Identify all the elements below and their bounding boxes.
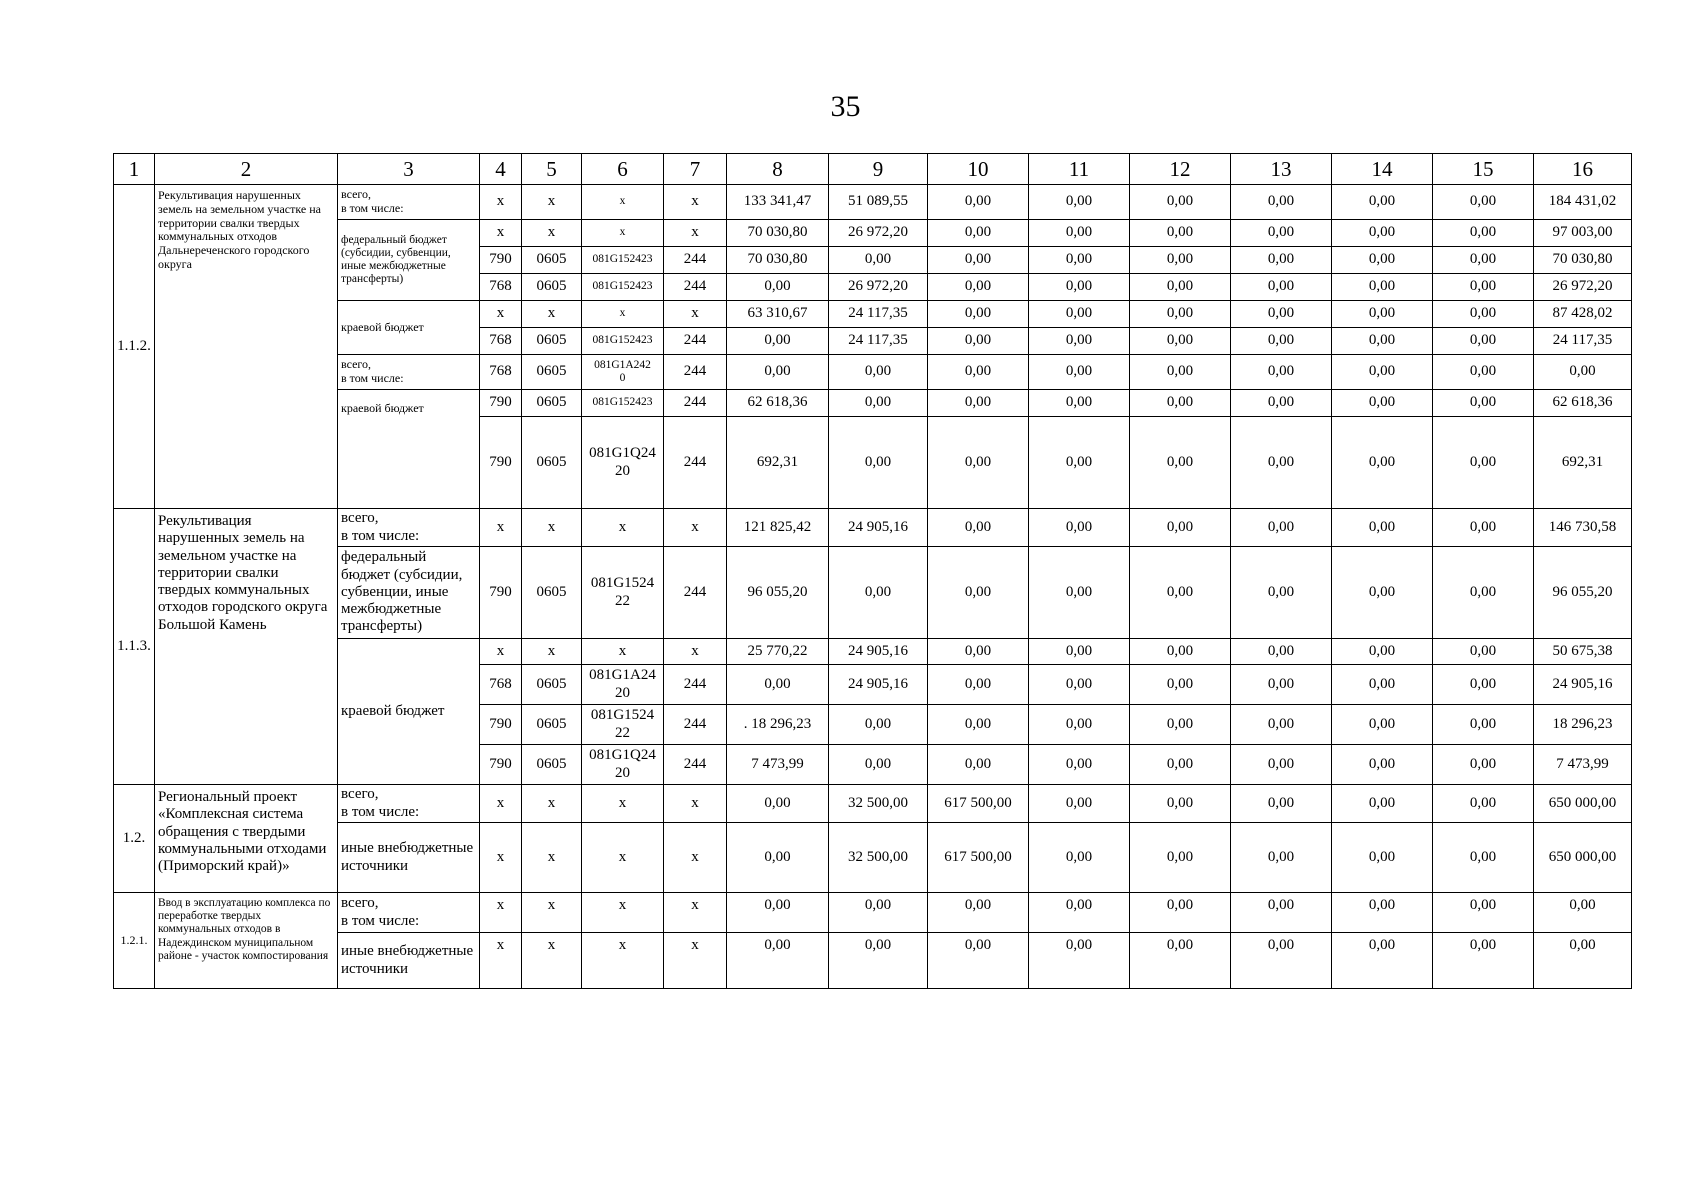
col-header: 4 [480,154,522,185]
col-header: 5 [522,154,582,185]
table-cell: x [522,893,582,933]
table-cell: 0,00 [1029,639,1130,665]
table-cell: 244 [664,745,727,785]
table-cell: 0,00 [829,390,928,417]
table-cell: 0,00 [928,355,1029,390]
col-header: 16 [1534,154,1632,185]
table-cell: 0,00 [1231,823,1332,893]
table-cell: 0,00 [1433,933,1534,989]
table-cell: 0,00 [1130,933,1231,989]
table-cell: 0,00 [1029,933,1130,989]
table-cell: 0,00 [1534,893,1632,933]
table-cell: 0,00 [1130,220,1231,247]
table-cell: 790 [480,547,522,639]
table-cell: 0,00 [1332,274,1433,301]
table-cell: 0,00 [1433,355,1534,390]
table-row [114,785,1632,823]
table-cell: 70 030,80 [727,247,829,274]
table-cell: x [582,185,664,220]
funding-source: краевой бюджет [338,301,480,355]
table-cell: 32 500,00 [829,823,928,893]
table-cell: x [582,933,664,989]
section-number: 1.1.3. [114,509,155,785]
table-cell: x [480,893,522,933]
funding-source: иные внебюджетные источники [338,933,480,989]
table-cell: 0,00 [829,417,928,509]
table-cell: 768 [480,328,522,355]
header-row [114,154,1632,185]
table-cell: 0,00 [1332,220,1433,247]
table-cell: 0,00 [1231,301,1332,328]
table-cell: x [480,509,522,547]
table-cell: 244 [664,665,727,705]
table-cell: 24 905,16 [829,665,928,705]
table-cell: 0,00 [1231,220,1332,247]
table-cell: 0,00 [1332,893,1433,933]
table-cell: 0,00 [1130,785,1231,823]
table-cell: 26 972,20 [829,274,928,301]
section-number: 1.2. [114,785,155,893]
table-cell: 0,00 [1433,301,1534,328]
table-cell: 0,00 [1029,355,1130,390]
table-cell: 081G152423 [582,247,664,274]
table-cell: 0,00 [1130,417,1231,509]
col-header: 9 [829,154,928,185]
table-cell: 081G1Q24 20 [582,417,664,509]
table-cell: 0,00 [1130,185,1231,220]
table-cell: 0,00 [1029,893,1130,933]
table-cell: 0,00 [727,355,829,390]
table-row [114,390,1632,417]
table-cell: x [582,893,664,933]
table-cell: 26 972,20 [829,220,928,247]
table-cell: 0,00 [1130,274,1231,301]
table-cell: 0,00 [1231,185,1332,220]
table-cell: 0,00 [1231,785,1332,823]
table-cell: 081G1524 22 [582,705,664,745]
table-cell: 97 003,00 [1534,220,1632,247]
table-cell: 0,00 [1130,823,1231,893]
table-cell: 692,31 [727,417,829,509]
col-header: 8 [727,154,829,185]
table-cell: 51 089,55 [829,185,928,220]
table-cell: 0,00 [1433,639,1534,665]
table-cell: 0,00 [1433,705,1534,745]
table-cell: 0,00 [1433,509,1534,547]
table-cell: 768 [480,274,522,301]
table-cell: 133 341,47 [727,185,829,220]
table-cell: 0,00 [1029,390,1130,417]
table-cell: 0,00 [1130,745,1231,785]
table-cell: 0,00 [829,355,928,390]
table-cell: 081G152423 [582,328,664,355]
table-cell: 62 618,36 [1534,390,1632,417]
table-cell: 18 296,23 [1534,705,1632,745]
table-cell: 0,00 [1231,893,1332,933]
funding-source: федеральный бюджет (субсидии, субвенции, иные межбюджетные трансферты) [338,220,480,301]
table-cell: 0,00 [727,785,829,823]
table-cell: x [480,220,522,247]
table-cell: 0,00 [928,639,1029,665]
table-cell: x [582,301,664,328]
table-cell: 244 [664,417,727,509]
table-cell: 0,00 [1332,185,1433,220]
table-cell: 0,00 [928,328,1029,355]
table-cell: 650 000,00 [1534,823,1632,893]
table-cell: 0,00 [1231,665,1332,705]
table-cell: x [522,509,582,547]
table-cell: 0,00 [1029,823,1130,893]
table-cell: 081G1Q24 20 [582,745,664,785]
table-row [114,639,1632,665]
funding-source: всего, в том числе: [338,893,480,933]
table-cell: x [664,639,727,665]
table-cell: 0,00 [1332,417,1433,509]
table-cell: 0,00 [727,328,829,355]
col-header: 6 [582,154,664,185]
table-cell: 790 [480,745,522,785]
table-row [114,355,1632,390]
funding-source: федеральный бюджет (субсидии, субвенции, иные межбюджетные трансферты) [338,547,480,639]
table-cell: 0,00 [1332,665,1433,705]
table-cell: x [664,893,727,933]
table-cell: 0605 [522,390,582,417]
table-cell: 650 000,00 [1534,785,1632,823]
table-cell: 0,00 [1130,639,1231,665]
table-row [114,547,1632,639]
section-name: Ввод в эксплуатацию комплекса по переработке твердых коммунальных отходов в Надеждинском муниципальном районе - участок компостирования [155,893,338,989]
table-cell: 0,00 [1332,785,1433,823]
table-cell: 0,00 [1433,328,1534,355]
table-cell: 790 [480,417,522,509]
table-cell: 0,00 [1332,390,1433,417]
funding-source: краевой бюджет [338,390,480,509]
table-cell: 0,00 [1433,417,1534,509]
table-row [114,893,1632,933]
table-cell: 0,00 [928,220,1029,247]
table-cell: . 18 296,23 [727,705,829,745]
table-cell: 0,00 [1332,509,1433,547]
table-cell: 244 [664,355,727,390]
table-row [114,823,1632,893]
table-cell: 0,00 [928,745,1029,785]
table-cell: x [582,639,664,665]
table-cell: 0,00 [1029,328,1130,355]
table-cell: 0605 [522,745,582,785]
table-cell: 0,00 [829,745,928,785]
table-cell: 7 473,99 [727,745,829,785]
table-cell: 790 [480,705,522,745]
table-cell: 081G1A242 0 [582,355,664,390]
table-cell: 0,00 [1130,355,1231,390]
table-cell: 0,00 [1433,247,1534,274]
table-cell: 24 117,35 [829,301,928,328]
table-cell: 0,00 [1231,745,1332,785]
table-cell: 0605 [522,417,582,509]
table-cell: 7 473,99 [1534,745,1632,785]
table-cell: 32 500,00 [829,785,928,823]
table-cell: x [480,823,522,893]
table-cell: 0,00 [1231,390,1332,417]
col-header: 11 [1029,154,1130,185]
table-cell: 0,00 [727,823,829,893]
table-cell: 0,00 [1332,301,1433,328]
table-cell: 96 055,20 [727,547,829,639]
table-cell: 0,00 [928,547,1029,639]
table-cell: 0,00 [1332,745,1433,785]
table-cell: 0,00 [1433,220,1534,247]
table-cell: x [664,301,727,328]
table-cell: x [480,185,522,220]
table-cell: 0,00 [1433,274,1534,301]
col-header: 1 [114,154,155,185]
table-cell: 70 030,80 [727,220,829,247]
table-row [114,301,1632,328]
table-cell: x [522,639,582,665]
budget-table [113,153,1632,989]
table-cell: 0,00 [1332,933,1433,989]
section-number: 1.1.2. [114,185,155,509]
col-header: 2 [155,154,338,185]
table-cell: 121 825,42 [727,509,829,547]
funding-source: всего, в том числе: [338,185,480,220]
table-cell: 24 117,35 [1534,328,1632,355]
table-cell: 0,00 [1534,933,1632,989]
table-cell: 0,00 [1130,665,1231,705]
table-cell: x [480,785,522,823]
section-number: 1.2.1. [114,893,155,989]
table-cell: 0,00 [1231,328,1332,355]
table-cell: 0,00 [1231,933,1332,989]
table-cell: x [480,933,522,989]
table-cell: 0,00 [1332,247,1433,274]
table-cell: 0,00 [1029,745,1130,785]
table-cell: 0,00 [1029,417,1130,509]
col-header: 7 [664,154,727,185]
table-cell: 0,00 [1029,547,1130,639]
col-header: 14 [1332,154,1433,185]
table-cell: 0,00 [1029,301,1130,328]
table-cell: 0,00 [829,705,928,745]
table-cell: 244 [664,274,727,301]
table-cell: x [522,185,582,220]
table-cell: 0,00 [727,893,829,933]
table-cell: x [522,823,582,893]
table-cell: 0,00 [727,665,829,705]
table-cell: 0,00 [1029,247,1130,274]
table-cell: 0,00 [1029,185,1130,220]
table-cell: x [664,185,727,220]
section-name: Рекультивация нарушенных земель на земельном участке на территории свалки твердых коммунальных отходов Дальнереченского городского округа [155,185,338,509]
table-cell: 0,00 [1433,390,1534,417]
table-cell: 70 030,80 [1534,247,1632,274]
table-cell: 24 117,35 [829,328,928,355]
funding-source: всего, в том числе: [338,509,480,547]
table-cell: 0,00 [1231,247,1332,274]
table-cell: x [582,785,664,823]
table-cell: 0,00 [1534,355,1632,390]
table-cell: 617 500,00 [928,823,1029,893]
table-cell: 0,00 [727,933,829,989]
table-cell: 0,00 [1130,247,1231,274]
table-cell: 62 618,36 [727,390,829,417]
table-cell: x [664,220,727,247]
funding-source: краевой бюджет [338,639,480,785]
col-header: 12 [1130,154,1231,185]
table-cell: 244 [664,247,727,274]
table-cell: 0,00 [1433,745,1534,785]
table-cell: 0,00 [1231,355,1332,390]
table-cell: 0,00 [1130,547,1231,639]
table-cell: 0,00 [928,417,1029,509]
table-cell: 0,00 [1130,328,1231,355]
table-cell: 0,00 [1231,417,1332,509]
table-cell: 0,00 [1231,547,1332,639]
table-cell: x [522,301,582,328]
table-cell: 244 [664,328,727,355]
table-cell: x [582,509,664,547]
table-cell: x [522,933,582,989]
table-cell: 0,00 [1332,705,1433,745]
table-cell: 24 905,16 [1534,665,1632,705]
table-cell: 0,00 [1029,665,1130,705]
table-cell: 146 730,58 [1534,509,1632,547]
table-cell: 0,00 [1130,893,1231,933]
table-cell: 0605 [522,705,582,745]
table-cell: 0,00 [1029,220,1130,247]
table-row [114,220,1632,247]
table-cell: 0,00 [928,665,1029,705]
col-header: 10 [928,154,1029,185]
table-cell: 081G1524 22 [582,547,664,639]
table-cell: x [480,301,522,328]
table-cell: 244 [664,705,727,745]
table-cell: 0,00 [1231,705,1332,745]
table-cell: 0,00 [1332,547,1433,639]
table-cell: 0,00 [928,705,1029,745]
table-row [114,933,1632,989]
col-header: 13 [1231,154,1332,185]
table-cell: 0,00 [1231,639,1332,665]
funding-source: всего, в том числе: [338,355,480,390]
table-cell: 0,00 [829,933,928,989]
table-cell: 0,00 [1130,509,1231,547]
page-number: 35 [830,90,861,123]
table-cell: 617 500,00 [928,785,1029,823]
table-cell: 0,00 [928,390,1029,417]
table-cell: 0,00 [1332,355,1433,390]
table-cell: 0,00 [1433,893,1534,933]
table-cell: 184 431,02 [1534,185,1632,220]
table-cell: 0,00 [1332,823,1433,893]
table-cell: 081G1A24 20 [582,665,664,705]
table-cell: 790 [480,390,522,417]
table-cell: 24 905,16 [829,639,928,665]
table-cell: x [522,785,582,823]
section-name: Региональный проект «Комплексная система обращения с твердыми коммунальными отходами (Приморский край)» [155,785,338,893]
table-cell: 692,31 [1534,417,1632,509]
table-row [114,185,1632,220]
table-cell: 244 [664,390,727,417]
col-header: 3 [338,154,480,185]
table-cell: 081G152423 [582,274,664,301]
table-cell: 0,00 [1029,274,1130,301]
table-cell: 0,00 [1433,665,1534,705]
table-cell: x [582,220,664,247]
table-cell: 0,00 [928,933,1029,989]
table-cell: 0,00 [1231,274,1332,301]
table-cell: 50 675,38 [1534,639,1632,665]
table-cell: x [582,823,664,893]
table-cell: 768 [480,355,522,390]
table-cell: 0,00 [928,509,1029,547]
table-row [114,509,1632,547]
table-cell: 0,00 [1433,823,1534,893]
section-name: Рекультивация нарушенных земель на земельном участке на территории свалки твердых коммунальных отходов городского округа Большой Камень [155,509,338,785]
table-cell: 0,00 [1332,639,1433,665]
table-cell: 0,00 [928,274,1029,301]
table-cell: 0,00 [829,893,928,933]
table-cell: 26 972,20 [1534,274,1632,301]
table-cell: 0,00 [928,247,1029,274]
table-cell: 0,00 [1130,301,1231,328]
table-cell: x [480,639,522,665]
table-cell: 244 [664,547,727,639]
table-cell: 0,00 [928,185,1029,220]
table-cell: 0605 [522,328,582,355]
table-cell: 0,00 [1029,705,1130,745]
table-cell: 0,00 [1029,785,1130,823]
col-header: 15 [1433,154,1534,185]
table-cell: 081G152423 [582,390,664,417]
table-cell: 0,00 [1130,390,1231,417]
table-cell: 0,00 [928,301,1029,328]
table-cell: 63 310,67 [727,301,829,328]
table-cell: 25 770,22 [727,639,829,665]
table-cell: x [664,933,727,989]
table-cell: 790 [480,247,522,274]
table-cell: x [664,823,727,893]
funding-source: всего, в том числе: [338,785,480,823]
table-cell: 87 428,02 [1534,301,1632,328]
table-cell: 0605 [522,247,582,274]
table-cell: 0,00 [829,247,928,274]
table-cell: 0605 [522,274,582,301]
table-cell: 0,00 [1029,509,1130,547]
table-cell: 0,00 [829,547,928,639]
table-cell: 0,00 [928,893,1029,933]
table-cell: 0,00 [1332,328,1433,355]
table-cell: x [664,785,727,823]
table-cell: 96 055,20 [1534,547,1632,639]
table-cell: 0,00 [1433,185,1534,220]
table-cell: 0,00 [1433,547,1534,639]
table-cell: x [664,509,727,547]
funding-source: иные внебюджетные источники [338,823,480,893]
table-cell: 768 [480,665,522,705]
table-cell: x [522,220,582,247]
table-cell: 0,00 [1433,785,1534,823]
table-cell: 0,00 [1130,705,1231,745]
table-cell: 0605 [522,355,582,390]
table-cell: 0605 [522,547,582,639]
table-cell: 0605 [522,665,582,705]
table-cell: 0,00 [727,274,829,301]
table-cell: 0,00 [1231,509,1332,547]
table-cell: 24 905,16 [829,509,928,547]
